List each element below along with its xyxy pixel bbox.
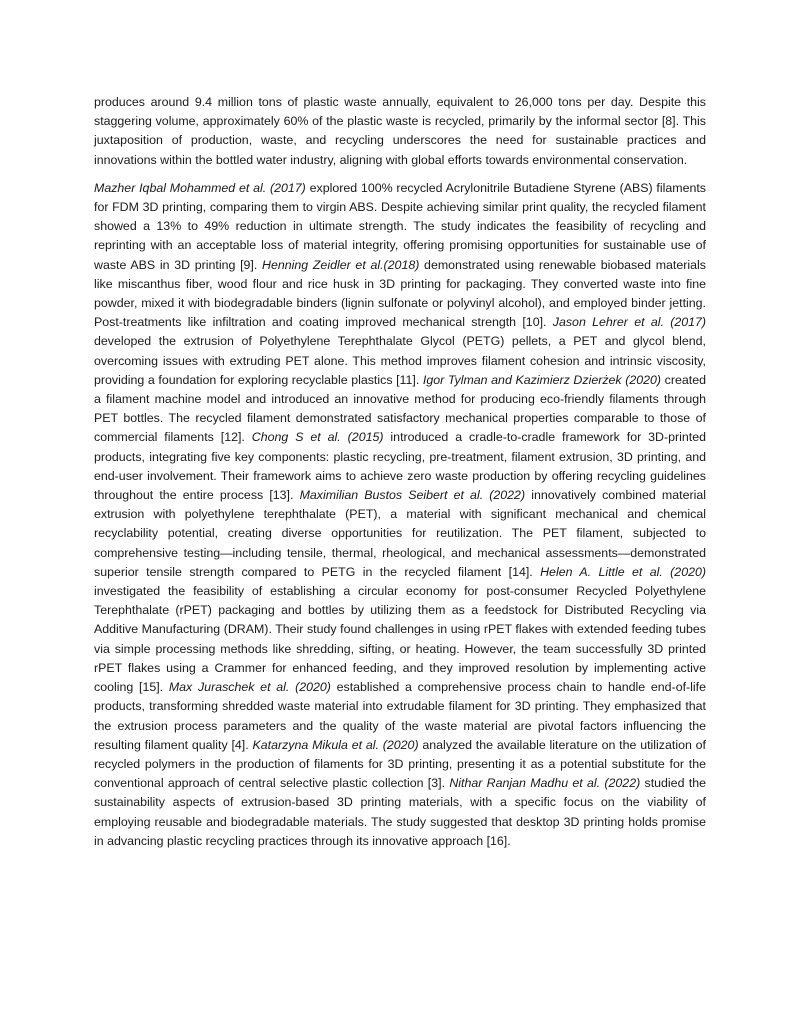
body-text: studied the sustainability aspects of extrusion-based 3D printing materials, with a specific focus on the viability of employing reusable and biodegradable materials. The study suggested that desktop 3D printing holds promise in advancing plastic recycling practices through its innovative approach [16]. bbox=[94, 776, 706, 848]
document-page bbox=[94, 93, 706, 860]
citation-author: Igor Tylman and Kazimierz Dzierżek (2020) bbox=[422, 372, 662, 387]
citation-author: Jason Lehrer et al. (2017) bbox=[552, 315, 707, 330]
body-text: established a comprehensive process chain to handle end-of-life products, transforming shredded waste material into extrudable filament for 3D printing. They emphasized that the extrusion process parameters and the quality of the waste material are pivotal factors influencing the resulting filament quality [4]. bbox=[94, 680, 706, 752]
citation-author: Helen A. Little et al. (2020) bbox=[540, 564, 706, 579]
body-text: analyzed the available literature on the utilization of recycled polymers in the production of filaments for 3D printing, presenting it as a potential substitute for the conventional approach of central selective plastic collection [3]. bbox=[94, 737, 706, 791]
paragraph-intro bbox=[94, 93, 706, 170]
citation-author: Max Juraschek et al. (2020) bbox=[168, 680, 331, 695]
body-text: produces around 9.4 million tons of plastic waste annually, equivalent to 26,000 tons per day. Despite this staggering volume, approximately 60% of the plastic waste is recycled, primarily by the informal sector [8]. This juxtaposition of production, waste, and recycling underscores the need for sustainable practices and innovations within the bottled water industry, aligning with global efforts towards environmental conservation. bbox=[94, 95, 706, 167]
body-text: developed the extrusion of Polyethylene Terephthalate Glycol (PETG) pellets, a PET and glycol blend, overcoming issues with extruding PET alone. This method improves filament cohesion and intrinsic viscosity, providing a foundation for exploring recyclable plastics [11]. bbox=[94, 334, 706, 387]
body-text: demonstrated using renewable biobased materials like miscanthus fiber, wood flour and rice husk in 3D printing for packaging. They converted waste into fine powder, mixed it with biodegradable binders (lignin sulfonate or polyvinyl alcohol), and employed binder jetting. Post-treatments like infiltration and coating improved mechanical strength [10]. bbox=[94, 257, 706, 330]
citation-author: Katarzyna Mikula et al. (2020) bbox=[252, 737, 419, 752]
citation-author: Mazher Iqbal Mohammed et al. (2017) bbox=[94, 180, 306, 195]
body-text: innovatively combined material extrusion with polyethylene terephthalate (PET), a material with significant mechanical and chemical recyclability potential, creating diverse opportunities for reutilization. The PET filament, subjected to comprehensive testing—including tensile, thermal, rheological, and mechanical assessments—demonstrated superior tensile strength compared to PETG in the recycled filament [14]. bbox=[94, 488, 706, 579]
citation-author: Maximilian Bustos Seibert et al. (2022) bbox=[299, 488, 526, 503]
body-text: introduced a cradle-to-cradle framework for 3D-printed products, integrating five key components: plastic recycling, pre-treatment, filament extrusion, 3D printing, and end-user involvement. Their framework aims to achieve zero waste production by offering recycling guidelines throughout the entire process [13]. bbox=[94, 430, 706, 503]
paragraph-literature-review bbox=[94, 179, 706, 851]
body-text: created a filament machine model and introduced an innovative method for producing eco-friendly filaments through PET bottles. The recycled filament demonstrated satisfactory mechanical properties comparable to those of commercial filaments [12]. bbox=[94, 372, 706, 445]
citation-author: Chong S et al. (2015) bbox=[251, 430, 384, 445]
body-text: investigated the feasibility of establishing a circular economy for post-consumer Recycled Polyethylene Terephthalate (rPET) packaging and bottles by utilizing them as a feedstock for Distributed Recycling via Additive Manufacturing (DRAM). Their study found challenges in using rPET flakes with extended feeding tubes via simple processing methods like shredding, sifting, or heating. However, the team successfully 3D printed rPET flakes using a Crammer for enhanced feeding, and they improved resolution by implementing active cooling [15]. bbox=[94, 584, 706, 695]
citation-author: Henning Zeidler et al.(2018) bbox=[262, 257, 420, 272]
body-text: explored 100% recycled Acrylonitrile Butadiene Styrene (ABS) filaments for FDM 3D printing, comparing them to virgin ABS. Despite achieving similar print quality, the recycled filament showed a 13% to 49% reduction in ultimate strength. The study indicates the feasibility of recycling and reprinting with an acceptable loss of material integrity, offering promising opportunities for sustainable use of waste ABS in 3D printing [9]. bbox=[94, 180, 706, 272]
citation-author: Nithar Ranjan Madhu et al. (2022) bbox=[449, 776, 641, 791]
